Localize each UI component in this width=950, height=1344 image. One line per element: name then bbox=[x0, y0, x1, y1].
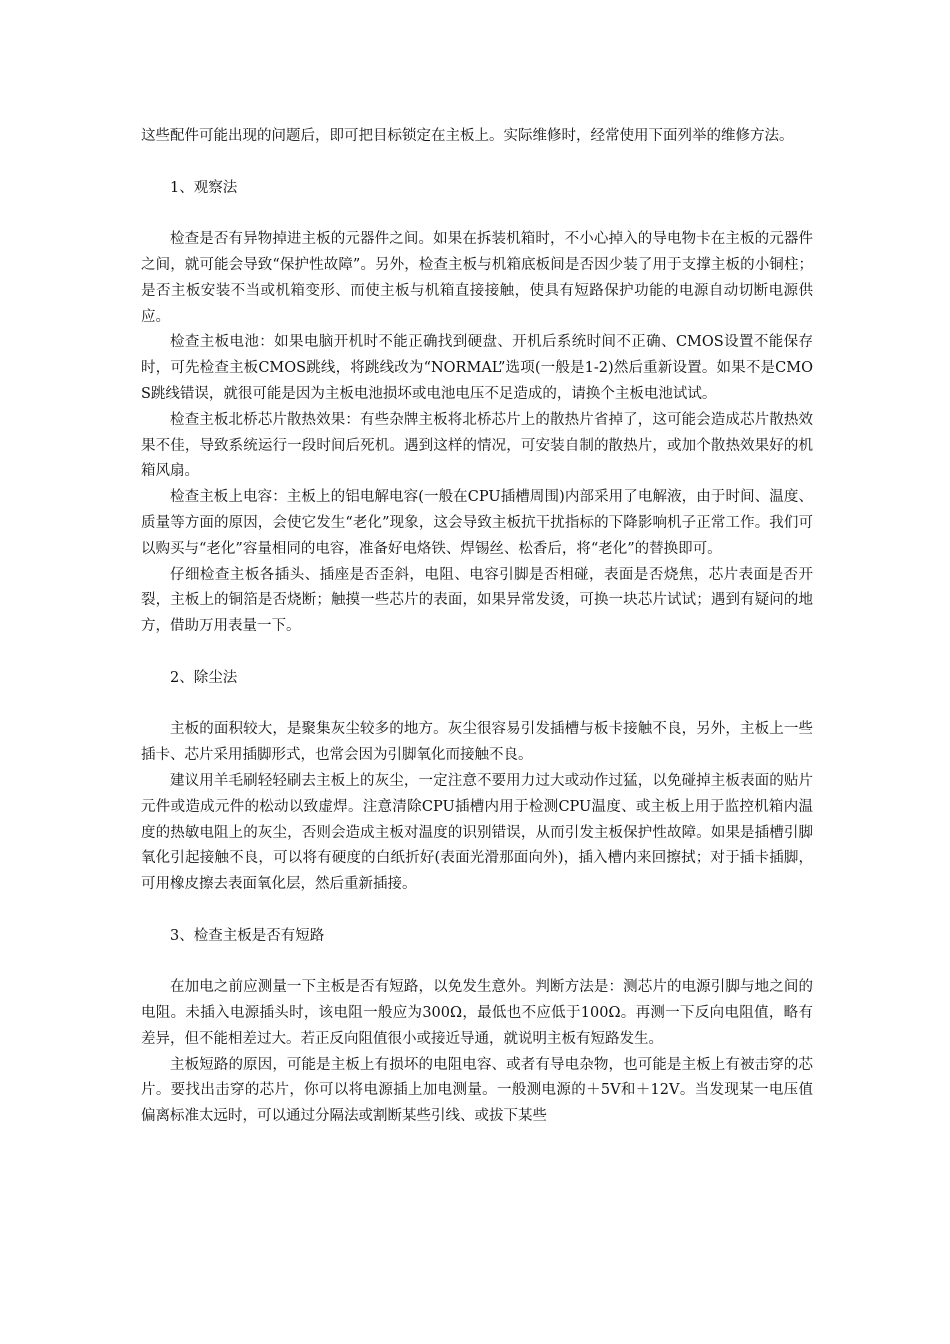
intro-paragraph: 这些配件可能出现的问题后，即可把目标锁定在主板上。实际维修时，经常使用下面列举的维修方法。 bbox=[141, 128, 794, 144]
paragraph: 主板短路的原因，可能是主板上有损坏的电阻电容、或者有导电杂物，也可能是主板上有被击穿的芯片。要找出击穿的芯片，你可以将电源插上加电测量。一般测电源的＋5V和＋12V。当发现某一电压值偏离标准太远时，可以通过分隔法或割断某些引线、或拔下某些 bbox=[141, 1056, 813, 1125]
spacer bbox=[141, 150, 813, 176]
section-heading: 2、除尘法 bbox=[170, 669, 238, 686]
spacer bbox=[141, 950, 813, 976]
paragraph: 建议用羊毛刷轻轻刷去主板上的灰尘，一定注意不要用力过大或动作过猛，以免碰掉主板表面的贴片元件或造成元件的松动以致虚焊。注意清除CPU插槽内用于检测CPU温度、或主板上用于监控机箱内温度的热敏电阻上的灰尘，否则会造成主板对温度的识别错误，从而引发主板保护性故障。如果是插槽引脚氧化引起接触不良，可以将有硬度的白纸折好(表面光滑那面向外)，插入槽内来回擦拭；对于插卡插脚，可用橡皮擦去表面氧化层，然后重新插接。 bbox=[141, 772, 813, 893]
paragraph: 检查是否有异物掉进主板的元器件之间。如果在拆装机箱时，不小心掉入的导电物卡在主板的元器件之间，就可能会导致“保护性故障”。另外，检查主板与机箱底板间是否因少装了用于支撑主板的小铜柱；是否主板安装不当或机箱变形、而使主板与机箱直接接触，使具有短路保护功能的电源自动切断电源供应。 bbox=[141, 231, 813, 325]
section-short-circuit bbox=[141, 924, 813, 1130]
paragraph: 检查主板电池：如果电脑开机时不能正确找到硬盘、开机后系统时间不正确、CMOS设置不能保存时，可先检查主板CMOS跳线，将跳线改为“NORMAL”选项(一般是1-2)然后重新设置。如果不是CMOS跳线错误，就很可能是因为主板电池损坏或电池电压不足造成的，请换个主板电池试试。 bbox=[141, 334, 813, 402]
spacer bbox=[141, 692, 813, 718]
spacer bbox=[141, 898, 813, 924]
spacer bbox=[141, 201, 813, 227]
spacer bbox=[141, 640, 813, 666]
paragraph: 在加电之前应测量一下主板是否有短路，以免发生意外。判断方法是：测芯片的电源引脚与地之间的电阻。未插入电源插头时，该电阻一般应为300Ω，最低也不应低于100Ω。再测一下反向电阻值，略有差异，但不能相差过大。若正反向阻值很小或接近导通，就说明主板有短路发生。 bbox=[141, 979, 813, 1047]
section-dust-removal bbox=[141, 666, 813, 898]
paragraph: 仔细检查主板各插头、插座是否歪斜，电阻、电容引脚是否相碰，表面是否烧焦，芯片表面是否开裂，主板上的铜箔是否烧断；触摸一些芯片的表面，如果异常发烫，可换一块芯片试试；遇到有疑问的地方，借助万用表量一下。 bbox=[141, 566, 813, 635]
paragraph: 主板的面积较大，是聚集灰尘较多的地方。灰尘很容易引发插槽与板卡接触不良，另外，主板上一些插卡、芯片采用插脚形式，也常会因为引脚氧化而接触不良。 bbox=[141, 721, 813, 764]
paragraph: 检查主板上电容：主板上的铝电解电容(一般在CPU插槽周围)内部采用了电解液，由于时间、温度、质量等方面的原因，会使它发生“老化”现象，这会导致主板抗干扰指标的下降影响机子正常工作。我们可以购买与“老化”容量相同的电容，准备好电烙铁、焊锡丝、松香后，将“老化”的替换即可。 bbox=[141, 489, 813, 557]
section-heading: 3、检查主板是否有短路 bbox=[170, 927, 325, 944]
paragraph: 检查主板北桥芯片散热效果：有些杂牌主板将北桥芯片上的散热片省掉了，这可能会造成芯片散热效果不佳，导致系统运行一段时间后死机。遇到这样的情况，可安装自制的散热片，或加个散热效果好的机箱风扇。 bbox=[141, 411, 813, 480]
section-heading: 1、观察法 bbox=[170, 179, 238, 196]
document-page bbox=[141, 124, 813, 1130]
section-observation bbox=[141, 176, 813, 640]
